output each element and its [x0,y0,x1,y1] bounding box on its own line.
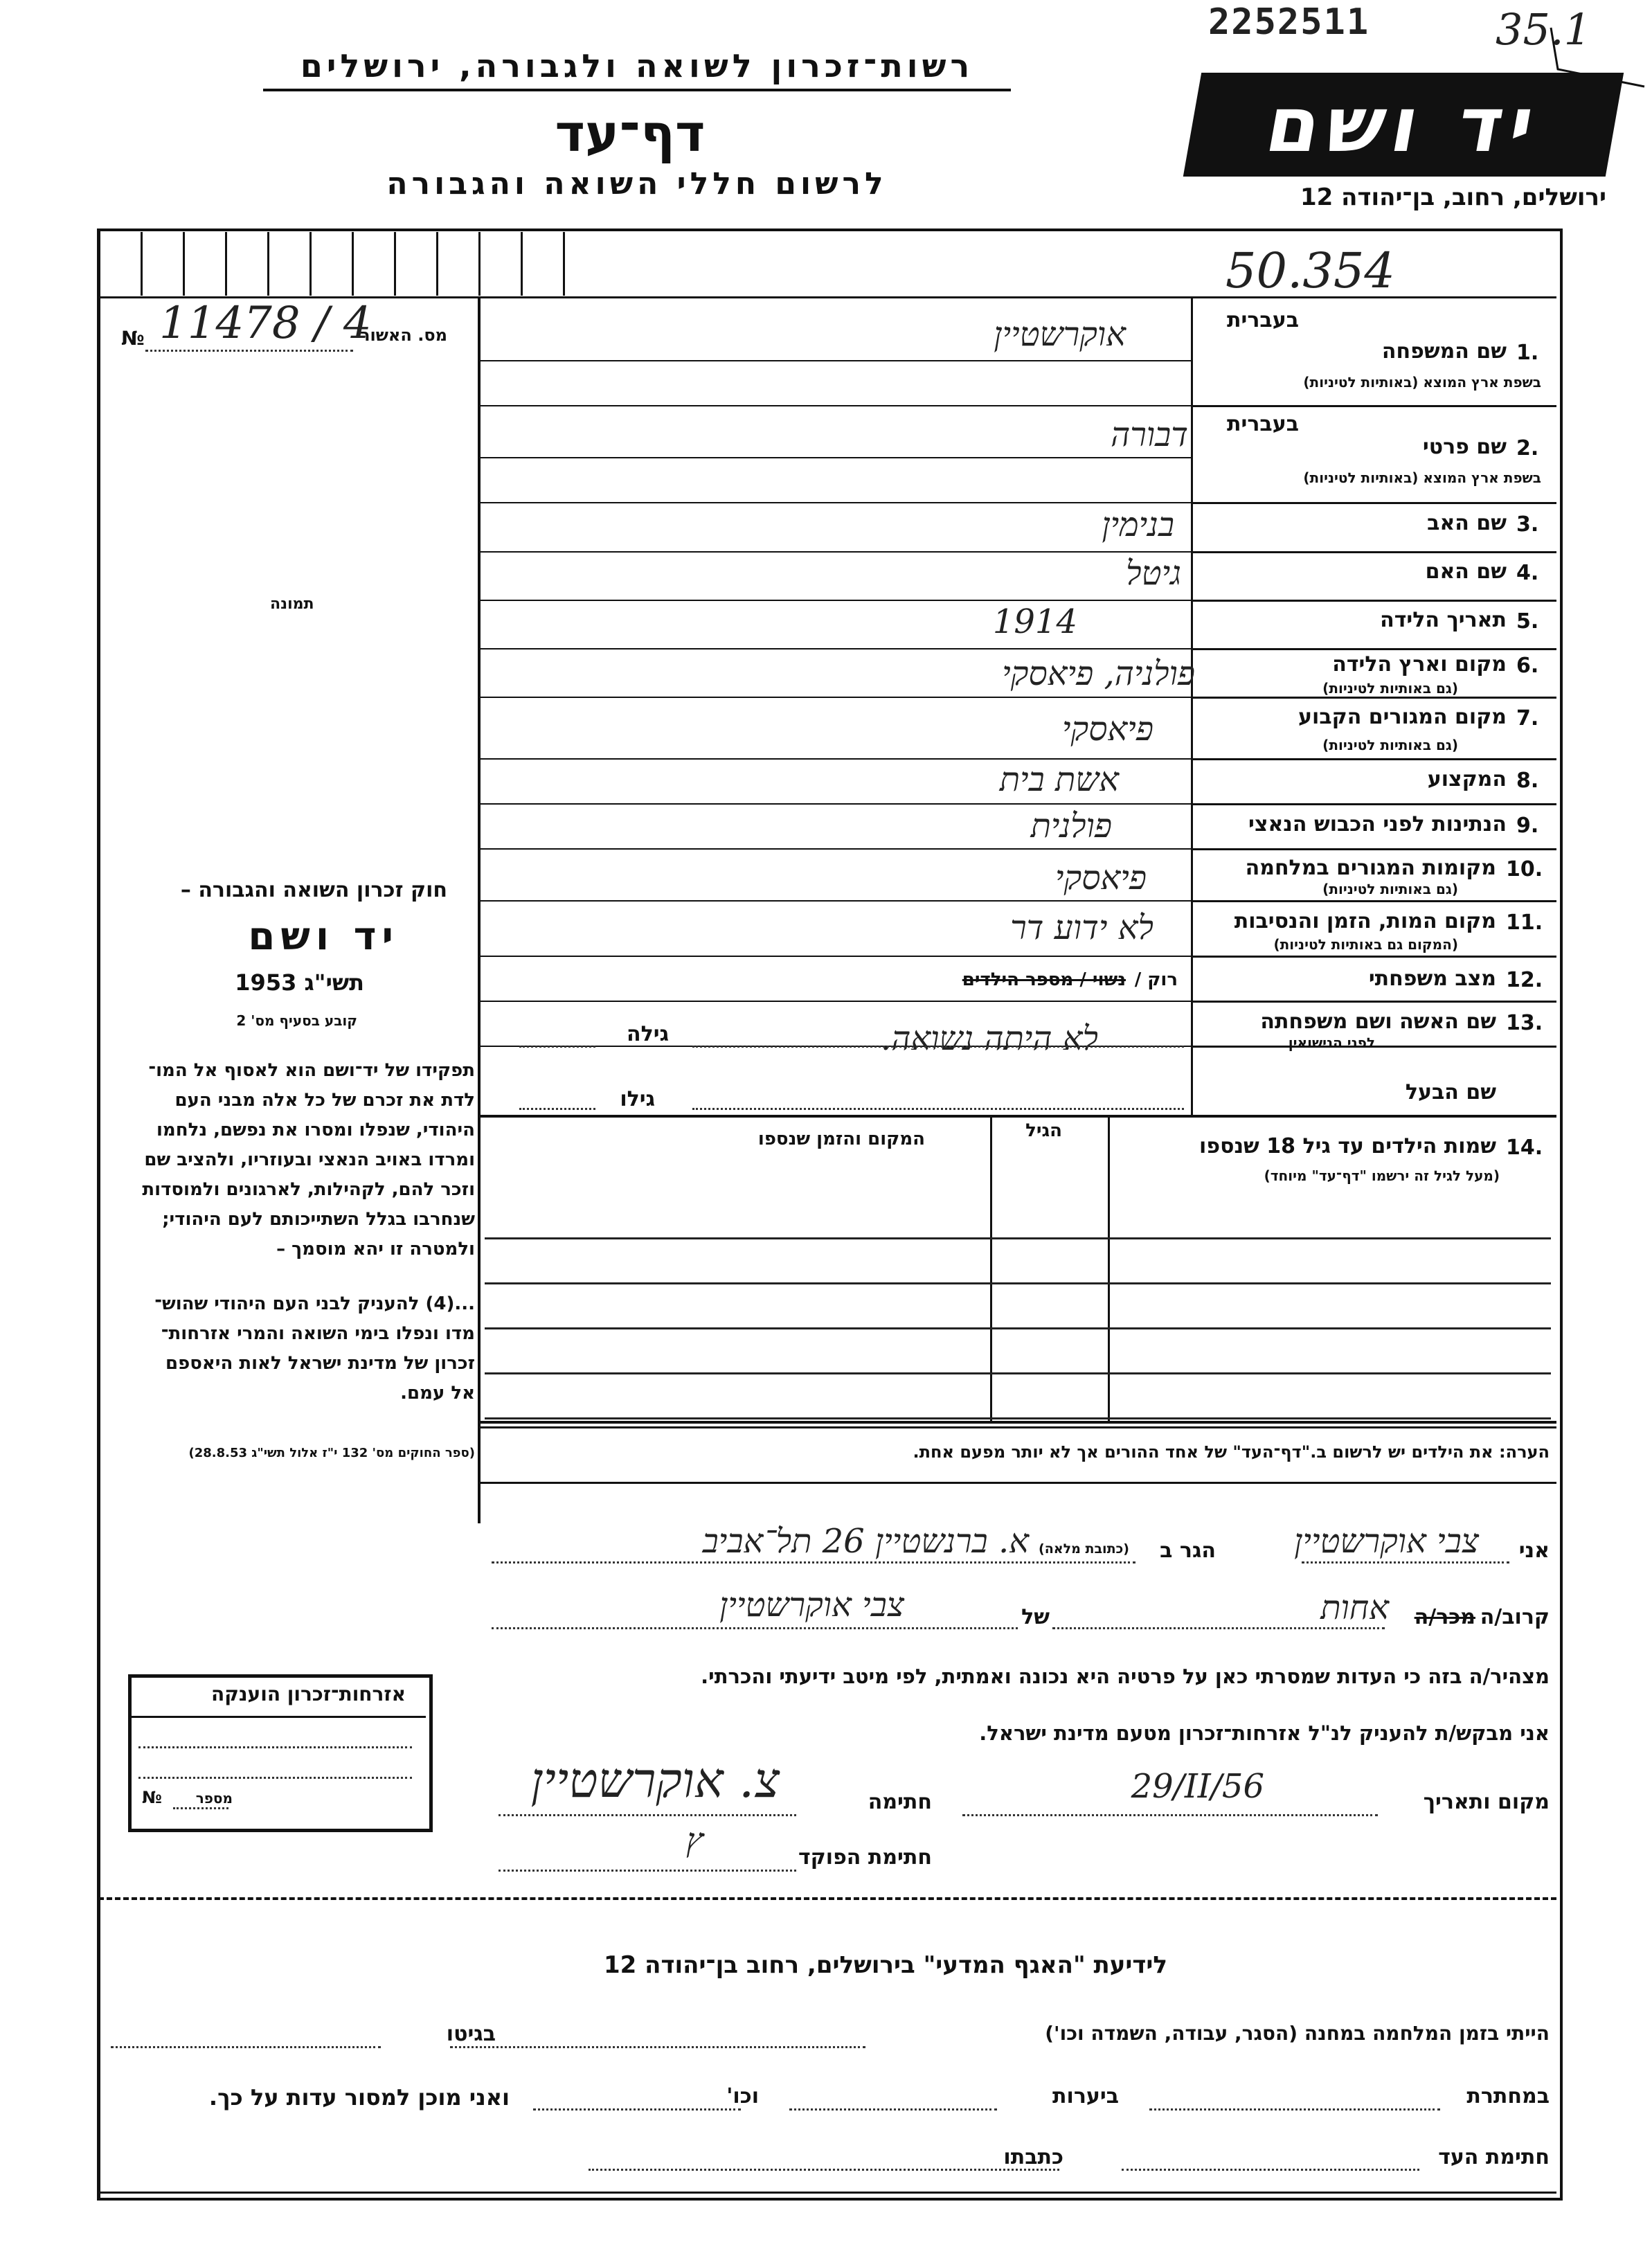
declarant-resides-label: הגר ב [1160,1539,1216,1563]
value-rule [481,551,1191,553]
value-rule [481,1001,1191,1002]
citizenship-dots-1 [138,1746,412,1748]
official-signature-label: חתימת הפוקד [798,1845,932,1870]
field-12-prefix: רוק / [1134,969,1178,990]
bottom-ghetto-label: בגיטו [446,2022,496,2046]
bottom-witness-sig: חתימת העד [1438,2145,1550,2169]
field-7-label: מקום המגורים הקבוע [1298,705,1507,729]
form-subtitle: לרשום חללי השואה והגבורה [386,166,888,201]
law-p2-line: אל עמם. [400,1383,475,1404]
law-paragraph-1 [101,1056,475,1264]
children-rows [485,1194,1551,1419]
children-label: שמות הילדים עד גיל 18 שנספו [1199,1134,1496,1158]
law-p2-line: ...(4) להעניק לבני העם היהודי שהוש־ [154,1293,475,1314]
corner-mark: 35.1 [1496,4,1592,55]
field-3-num: 3. [1516,512,1539,537]
field-3-value: בנימין [1102,505,1174,544]
note-top-rule [481,1426,1556,1428]
value-rule [481,803,1191,805]
field-5-num: 5. [1516,609,1539,634]
value-rule [481,360,1191,361]
husband-dots [692,1108,1184,1110]
law-p1-line: ומרדו באויב הנאצי ובעוזריו, ולהציב שם [144,1149,475,1170]
law-p1-line: שנחרבו בגלל השתייכותם לעם היהודי; [162,1209,475,1230]
field-1-num: 1. [1516,341,1539,365]
declarant-relative-label: קרוב/ה [1480,1605,1550,1629]
value-rule [481,457,1191,458]
declarant-of-label: של [1021,1605,1050,1629]
value-rule [481,502,1191,503]
law-name: יד ושם [248,914,399,959]
field-1-sub: בשפת ארץ המוצא (באותיות לטיניות) [1303,374,1541,391]
field-8-label: המקצוע [1427,767,1507,791]
row-sep [1192,502,1556,504]
value-rule [481,956,1191,957]
field-4-value: גיטל [1126,554,1181,593]
declaration-text: מצהיר/ה בזה כי העדות שמסרתי כאן על פרטיה היא נכונה ואמתית, לפי מיטב ידיעתי והכרתי. [701,1665,1550,1688]
declarant-of-name: צבי אוקרשטיין [719,1586,904,1624]
citizenship-title-rule [132,1716,426,1718]
field-2-num: 2. [1516,436,1539,460]
row-sep [1192,405,1556,407]
bottom-etc-dots [533,2108,741,2111]
bottom-underground-dots [1149,2108,1440,2111]
approval-label: מס. האשור [360,325,447,345]
field-12-label: מצב משפחתי [1368,967,1496,991]
bottom-witness-dots [1122,2169,1419,2171]
left-column-divider [478,298,481,1523]
field-2-lang: בעברית [1227,412,1299,436]
children-age-header: הגיל [1025,1120,1062,1141]
signature-dots [499,1814,796,1816]
signature-value: צ. אוקרשטיין [530,1752,780,1809]
stamp-number: 50.354 [1225,242,1395,299]
law-year: תשי"ג 1953 [235,969,364,996]
field-12-num: 12. [1506,968,1543,992]
declarant-name-dots [1302,1561,1509,1563]
field-8-value: אשת בית [999,760,1119,799]
value-rule [481,900,1191,902]
bottom-address-dots [589,2169,1059,2171]
field-13-dots [692,1046,1184,1048]
husband-age-label: גילו [620,1087,655,1111]
declarant-address-dots [492,1561,1135,1563]
serial-number: 2252511 [1208,1,1370,43]
husband-age-dots [519,1108,595,1110]
field-10-sub: (גם באותיות לטיניות) [1322,881,1458,897]
law-p1-line: וזכר להם, לקהילות, לארגונים ולמוסדות [142,1179,475,1200]
field-8-num: 8. [1516,769,1539,793]
children-num: 14. [1506,1136,1543,1160]
field-9-value: פולנית [1030,807,1112,845]
place-date-dots [962,1814,1378,1816]
field-5-label: תאריך הלידה [1380,608,1507,632]
law-p1-line: לדת את זכרם של כל אלה מבני העם [174,1090,475,1111]
value-rule [481,697,1191,698]
bottom-footer-rule [98,2192,1556,2194]
value-rule [481,758,1191,760]
field-11-num: 11. [1506,911,1543,935]
field-12-struck: נשוי / מספר הילדים [962,969,1126,990]
law-clause: קובע בסעיף מס' 2 [236,1012,357,1029]
value-rule [481,405,1191,406]
declarant-address-hint: (כתובת מלאה) [1039,1541,1129,1557]
field-13-num: 13. [1506,1011,1543,1035]
law-p1-line: היהודי, שנפלו ומסרו את נפשם, נלחמו [156,1120,475,1140]
bottom-dash-rule [98,1897,1556,1900]
row-sep [1192,803,1556,805]
children-place-header: המקום והזמן שנספו [757,1129,925,1149]
field-6-label: מקום וארץ הלידה [1332,652,1507,676]
row-sep [1192,900,1556,902]
declarant-address: א. ברנשטיין 26 תל־אביב [702,1522,1029,1561]
approval-no-symbol: № [121,327,145,350]
field-1-label: שם המשפחה [1381,339,1507,364]
header-tick-strip [100,232,571,296]
field-13-value: לא היתה נשואה. [881,1019,1098,1058]
field-1-lang: בעברית [1227,308,1299,332]
field-5-value: 1914 [992,602,1077,641]
law-paragraph-2 [101,1289,475,1408]
children-sub: (מעל לגיל זה ירשמו "דף־עד" מיוחד) [1264,1167,1500,1184]
field-10-num: 10. [1506,857,1543,881]
field-7-num: 7. [1516,706,1539,731]
org-underline [263,89,1011,91]
row-sep [1192,848,1556,850]
law-p1-line: תפקידו של יד־ושם הוא לאסוף אל המו־ [148,1060,475,1081]
children-bottom-rule [481,1421,1556,1424]
value-rule [481,600,1191,601]
law-p2-line: מדו ונפלו בימי השואה והמרי אזרחות־ [161,1323,475,1344]
row-sep [1192,648,1556,650]
citizenship-no-symbol: № [142,1788,162,1807]
citizenship-number-dots [173,1807,228,1809]
field-6-sub: (גם באותיות לטיניות) [1322,680,1458,697]
declarant-relation-dots [1052,1627,1385,1629]
value-rule [481,1115,1556,1118]
place-date-label: מקום ותאריך [1423,1790,1550,1814]
label-column-divider [1191,298,1193,1115]
bottom-underground: במחתרת [1466,2084,1550,2108]
declarant-struck-label: מכר/ה [1414,1605,1475,1629]
row-sep [1192,1001,1556,1003]
field-13-age-label: גילה [627,1022,669,1046]
bottom-etc: וכו' [726,2084,759,2108]
logo-text: יד ושם [1259,80,1547,169]
law-p2-line: זכרון של מדינת ישראל לאות היאספם [165,1353,475,1374]
field-13-label: שם האשה ושם משפחתה [1260,1010,1496,1034]
place-date-value: 29/II/56 [1131,1767,1264,1806]
yad-vashem-logo [1183,73,1624,177]
field-10-value: פיאסקי [1054,859,1147,897]
note-bottom-rule [481,1482,1556,1484]
request-text: אני מבקש/ת להעניק לנ"ל אזרחות־זכרון מטעם מדינת ישראל. [979,1721,1550,1745]
bottom-forests: ביערות [1052,2084,1119,2108]
declarant-relation: אחות [1320,1588,1389,1627]
bottom-ready: ואני מוכן למסור עדות על כך. [208,2084,510,2111]
law-p1-line: ולמטרה זו יהא מוסמך – [276,1239,475,1260]
field-3-label: שם האב [1427,511,1507,535]
field-10-label: מקומות המגורים במלחמה [1245,856,1496,880]
value-rule [481,848,1191,850]
field-2-value: דבורה [1111,415,1188,454]
signature-label: חתימה [868,1790,932,1814]
note-text: הערה: את הילדים יש לרשום ב."דף־העד" של אחד ההורים אך לא יותר מפעם אחת. [913,1442,1550,1462]
field-13-age-dots [519,1046,595,1048]
citizenship-number-label: מספר [195,1790,233,1807]
field-9-num: 9. [1516,814,1539,838]
bottom-was-in-camp: הייתי בזמן המלחמה במחנה (הסגר, עבודה, השמדה וכו') [1045,2022,1550,2045]
value-rule [481,648,1191,649]
field-2-label: שם פרטי [1422,435,1507,459]
field-13-sub: לפני הנישואין [1288,1034,1375,1051]
field-7-sub: (גם באותיות לטיניות) [1322,737,1458,753]
declarant-i-label: אני [1518,1539,1550,1563]
bottom-title: לידיעת "האגף המדעי" בירושלים, רחוב בן־יהודה 12 [603,1951,1167,1979]
field-11-sub: (המקום גם באותיות לטיניות) [1273,936,1458,953]
org-line: רשות־זכרון לשואה ולגבורה, ירושלים [300,47,974,84]
form-title: דף־עד [555,104,706,163]
bottom-forests-dots [789,2108,997,2111]
row-sep [1192,758,1556,760]
row-sep [1192,600,1556,602]
official-signature-dots [499,1870,796,1872]
law-title: חוק זכרון השואה והגבורה – [180,878,447,902]
field-2-sub: בשפת ארץ המוצא (באותיות לטיניות) [1303,469,1541,486]
bottom-ghetto-dots [111,2046,381,2048]
field-6-value: פולניה, פיאסקי [1002,654,1195,693]
field-11-label: מקום המות, הזמן והנסיבות [1234,909,1496,933]
row-sep [1192,551,1556,553]
official-mark: ץ [685,1821,703,1860]
citizenship-dots-2 [138,1777,412,1779]
photo-label: תמונה [270,595,314,613]
field-9-label: הנתינות לפני הכבוש הנאצי [1248,812,1507,836]
bottom-camp-dots [450,2046,865,2048]
header-address: ירושלים, רחוב, בן־יהודה 12 [1300,183,1606,211]
husband-label: שם הבעל [1405,1080,1496,1104]
field-7-value: פיאסקי [1061,710,1153,749]
row-sep [1192,956,1556,958]
field-4-label: שם האם [1425,559,1507,584]
declarant-of-dots [492,1627,1018,1629]
field-1-value: אוקרשטיין [994,315,1126,354]
field-11-value: לא ידוע דר [1010,908,1153,947]
field-4-num: 4. [1516,561,1539,585]
approval-dots [145,350,353,352]
law-reference: (ספר החוקים מס' 132 י"ז אלול תשי"ג 28.8.53) [188,1446,475,1460]
citizenship-title: אזרחות־זכרון הוענקה [211,1683,406,1705]
approval-value: 11478 / 4 [159,298,372,349]
field-6-num: 6. [1516,654,1539,678]
row-sep [1192,697,1556,699]
bottom-my-address: כתבתו [1003,2145,1063,2169]
declarant-name: צבי אוקרשטיין [1294,1522,1479,1561]
